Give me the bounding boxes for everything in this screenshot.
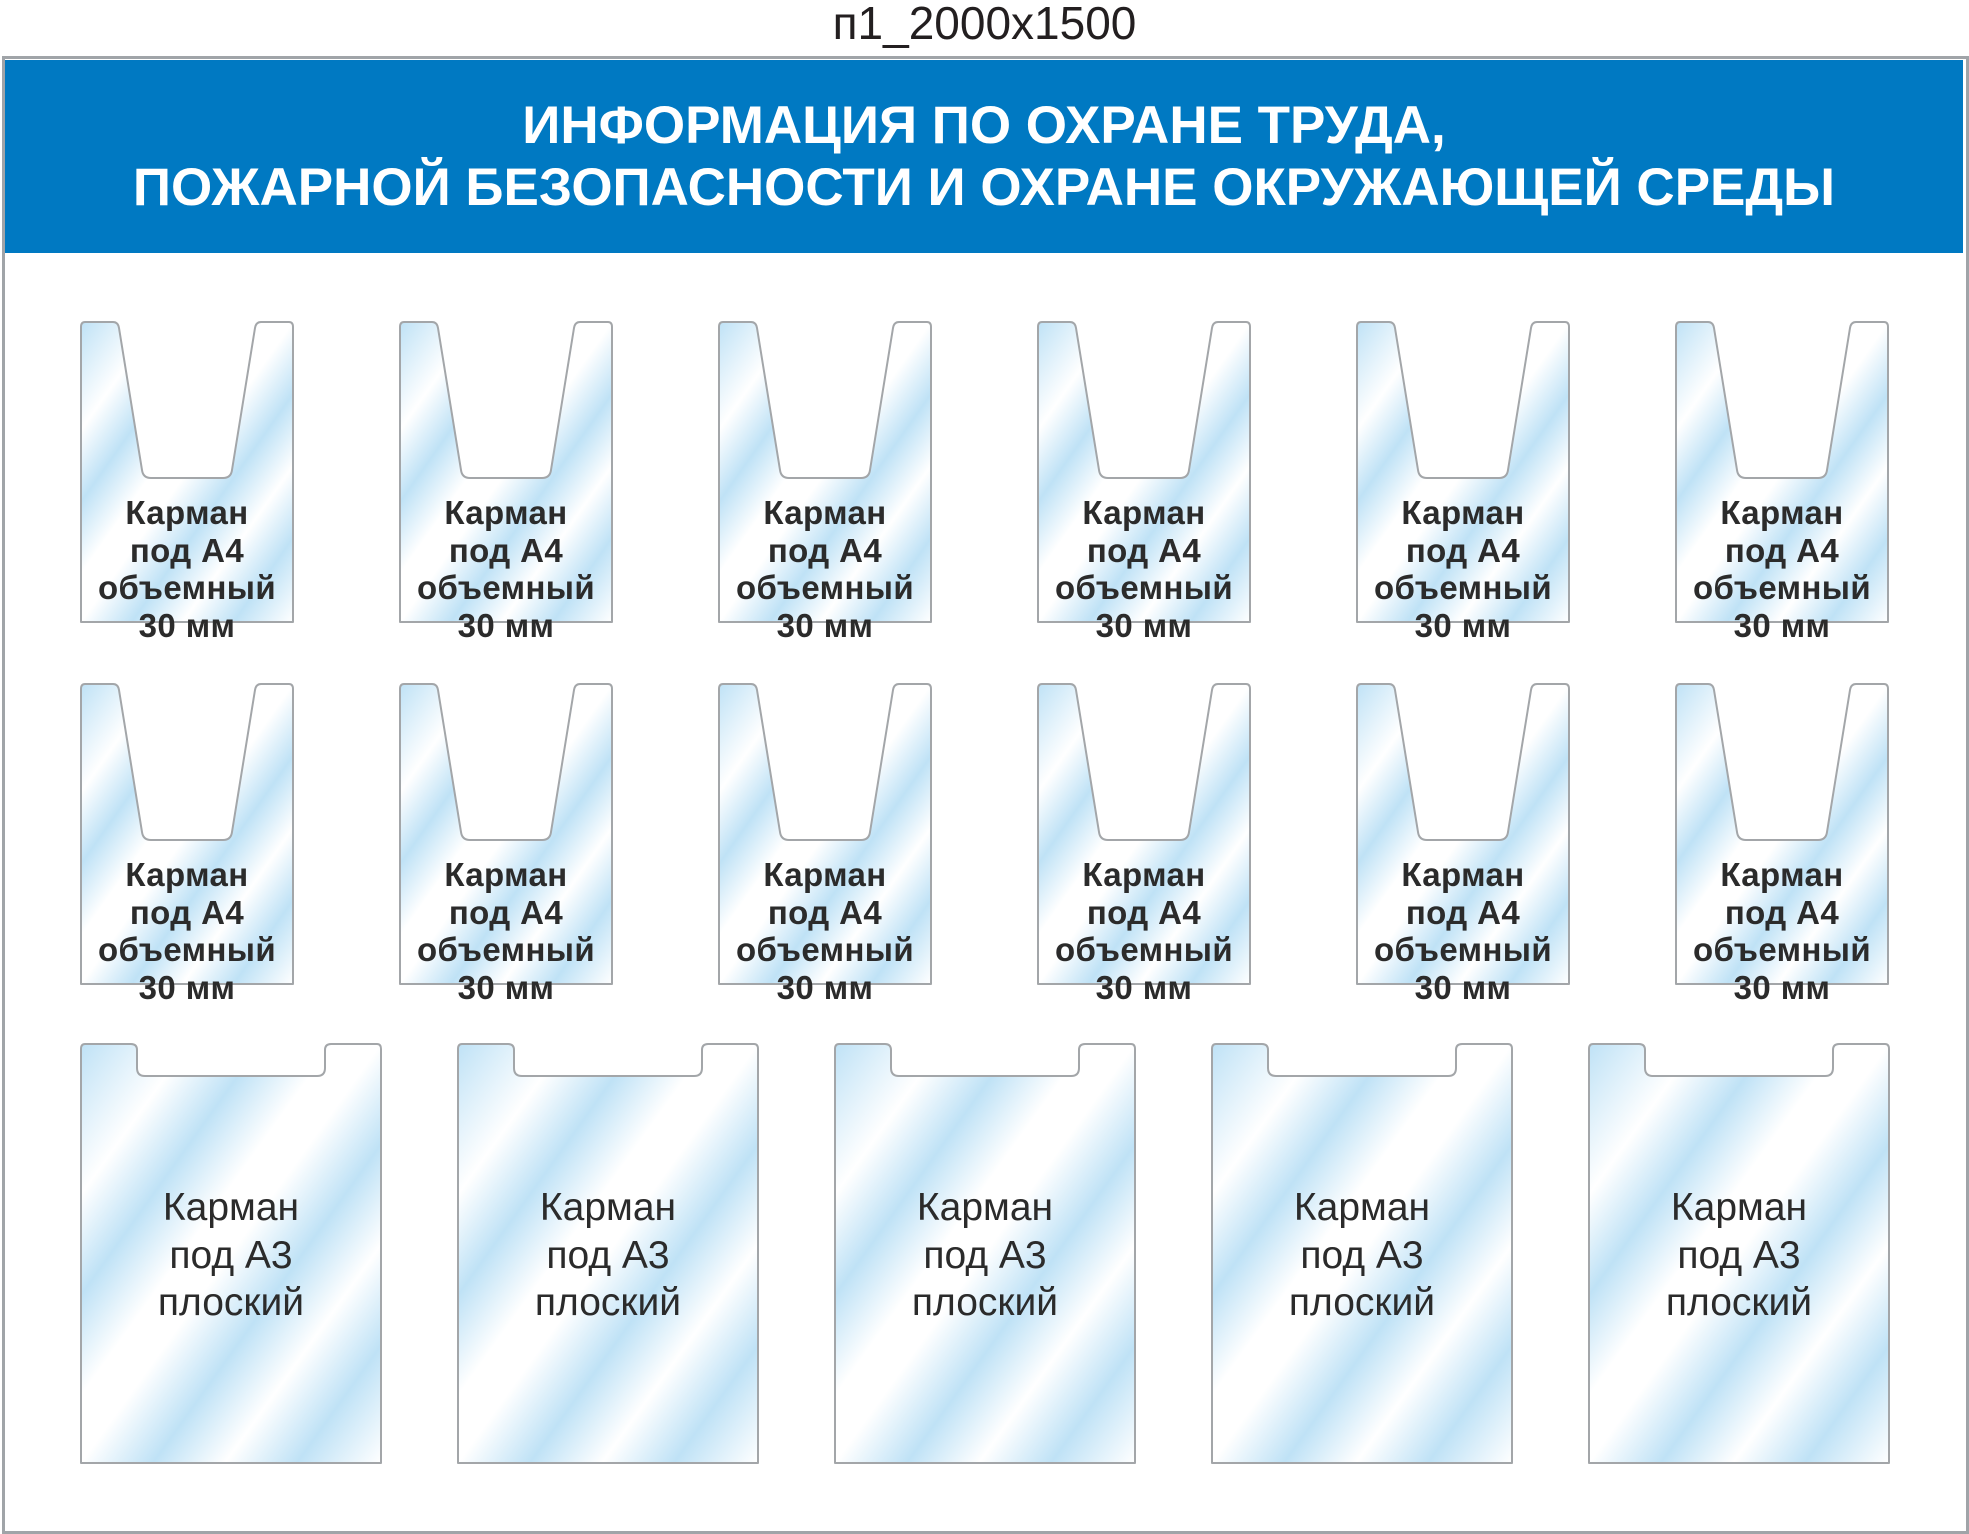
- pocket-label-line: под А3: [169, 1233, 293, 1277]
- pocket-label-line: под А4: [1086, 893, 1202, 931]
- pocket-a4-label: [399, 494, 613, 644]
- pocket-a4-label: [718, 856, 932, 1006]
- pocket-a3[interactable]: [80, 1043, 382, 1464]
- pocket-label-line: под А4: [767, 531, 883, 569]
- pocket-a3-label: [1588, 1184, 1890, 1327]
- pocket-label-line: Карман: [125, 494, 249, 531]
- pocket-a4[interactable]: [1356, 683, 1570, 1006]
- pocket-label-line: 30 мм: [457, 606, 555, 644]
- pocket-label-line: объемный: [97, 569, 277, 606]
- pocket-a4[interactable]: [399, 321, 613, 644]
- pocket-label-line: под А4: [1724, 531, 1840, 569]
- pocket-a4[interactable]: [718, 321, 932, 644]
- pocket-label-line: 30 мм: [1414, 968, 1512, 1006]
- pocket-label-line: под А4: [129, 531, 245, 569]
- pocket-a4[interactable]: [1037, 321, 1251, 644]
- pocket-label-line: объемный: [1373, 569, 1553, 606]
- pocket-label-line: Карман: [763, 494, 887, 531]
- pocket-a4[interactable]: [80, 683, 294, 1006]
- pocket-label-line: Карман: [444, 856, 568, 893]
- pocket-label-line: объемный: [735, 569, 915, 606]
- pocket-label-line: объемный: [1054, 931, 1234, 968]
- pocket-a4[interactable]: [1356, 321, 1570, 644]
- pocket-label-line: Карман: [539, 1186, 677, 1229]
- pocket-label-line: объемный: [416, 931, 596, 968]
- pocket-a3-label: [1211, 1184, 1513, 1327]
- pocket-label-line: плоский: [157, 1281, 305, 1324]
- pocket-label-line: 30 мм: [776, 968, 874, 1006]
- pocket-label-line: 30 мм: [1733, 606, 1831, 644]
- pocket-label-line: Карман: [125, 856, 249, 893]
- pocket-a3[interactable]: [1588, 1043, 1890, 1464]
- pocket-label-line: 30 мм: [776, 606, 874, 644]
- pocket-a4-label: [1356, 494, 1570, 644]
- pocket-a4-label: [1675, 494, 1889, 644]
- pocket-label-line: плоский: [1665, 1281, 1813, 1324]
- pocket-label-line: под А4: [448, 531, 564, 569]
- pocket-label-line: Карман: [1401, 494, 1525, 531]
- pocket-label-line: плоский: [534, 1281, 682, 1324]
- pocket-label-line: плоский: [1288, 1281, 1436, 1324]
- pocket-label-line: плоский: [911, 1281, 1059, 1324]
- pocket-label-line: Карман: [1293, 1186, 1431, 1229]
- pocket-label-line: под А4: [448, 893, 564, 931]
- pocket-a3[interactable]: [1211, 1043, 1513, 1464]
- pocket-a4[interactable]: [1675, 683, 1889, 1006]
- pocket-label-line: 30 мм: [138, 968, 236, 1006]
- stand-size-caption: п1_2000х1500: [832, 0, 1137, 49]
- pocket-label-line: Карман: [1720, 494, 1844, 531]
- pocket-label-line: Карман: [1720, 856, 1844, 893]
- pocket-label-line: Карман: [1082, 856, 1206, 893]
- pocket-label-line: Карман: [1401, 856, 1525, 893]
- pocket-label-line: Карман: [1670, 1186, 1808, 1229]
- pocket-label-line: объемный: [97, 931, 277, 968]
- pocket-a4-label: [80, 494, 294, 644]
- header-title-line-2: ПОЖАРНОЙ БЕЗОПАСНОСТИ И ОХРАНЕ ОКРУЖАЮЩЕЙ СРЕДЫ: [132, 158, 1836, 217]
- pocket-label-line: 30 мм: [457, 968, 555, 1006]
- pocket-label-line: под А4: [1405, 531, 1521, 569]
- pocket-a4[interactable]: [399, 683, 613, 1006]
- pocket-a4[interactable]: [1037, 683, 1251, 1006]
- pocket-label-line: Карман: [1082, 494, 1206, 531]
- pocket-a4-label: [1037, 494, 1251, 644]
- pocket-label-line: 30 мм: [1095, 606, 1193, 644]
- pocket-label-line: Карман: [916, 1186, 1054, 1229]
- pocket-label-line: под А4: [1405, 893, 1521, 931]
- pocket-a4[interactable]: [718, 683, 932, 1006]
- header-title-line-1: ИНФОРМАЦИЯ ПО ОХРАНЕ ТРУДА,: [522, 96, 1446, 155]
- pocket-label-line: под А4: [129, 893, 245, 931]
- pocket-label-line: под А4: [1724, 893, 1840, 931]
- pocket-a3-label: [457, 1184, 759, 1327]
- pocket-a4-label: [1037, 856, 1251, 1006]
- pocket-label-line: под А4: [767, 893, 883, 931]
- header-band: [5, 60, 1963, 253]
- pocket-a3-label: [834, 1184, 1136, 1327]
- pocket-label-line: 30 мм: [138, 606, 236, 644]
- pocket-label-line: объемный: [1692, 569, 1872, 606]
- pocket-a4-label: [80, 856, 294, 1006]
- pocket-label-line: под А4: [1086, 531, 1202, 569]
- pocket-a4-label: [718, 494, 932, 644]
- pocket-label-line: 30 мм: [1733, 968, 1831, 1006]
- pocket-label-line: объемный: [735, 931, 915, 968]
- pocket-label-line: 30 мм: [1414, 606, 1512, 644]
- pocket-label-line: объемный: [416, 569, 596, 606]
- pocket-label-line: 30 мм: [1095, 968, 1193, 1006]
- pocket-a3-label: [80, 1184, 382, 1327]
- pocket-a3[interactable]: [457, 1043, 759, 1464]
- pocket-label-line: Карман: [763, 856, 887, 893]
- pocket-label-line: Карман: [162, 1186, 300, 1229]
- pocket-a4[interactable]: [1675, 321, 1889, 644]
- pocket-a4[interactable]: [80, 321, 294, 644]
- pocket-a4-label: [1356, 856, 1570, 1006]
- pocket-label-line: под А3: [546, 1233, 670, 1277]
- pocket-a4-label: [1675, 856, 1889, 1006]
- pocket-a3[interactable]: [834, 1043, 1136, 1464]
- pocket-label-line: объемный: [1692, 931, 1872, 968]
- pocket-label-line: под А3: [1677, 1233, 1801, 1277]
- pocket-label-line: Карман: [444, 494, 568, 531]
- pocket-a4-label: [399, 856, 613, 1006]
- pocket-label-line: под А3: [1300, 1233, 1424, 1277]
- pocket-label-line: под А3: [923, 1233, 1047, 1277]
- pocket-label-line: объемный: [1373, 931, 1553, 968]
- pocket-label-line: объемный: [1054, 569, 1234, 606]
